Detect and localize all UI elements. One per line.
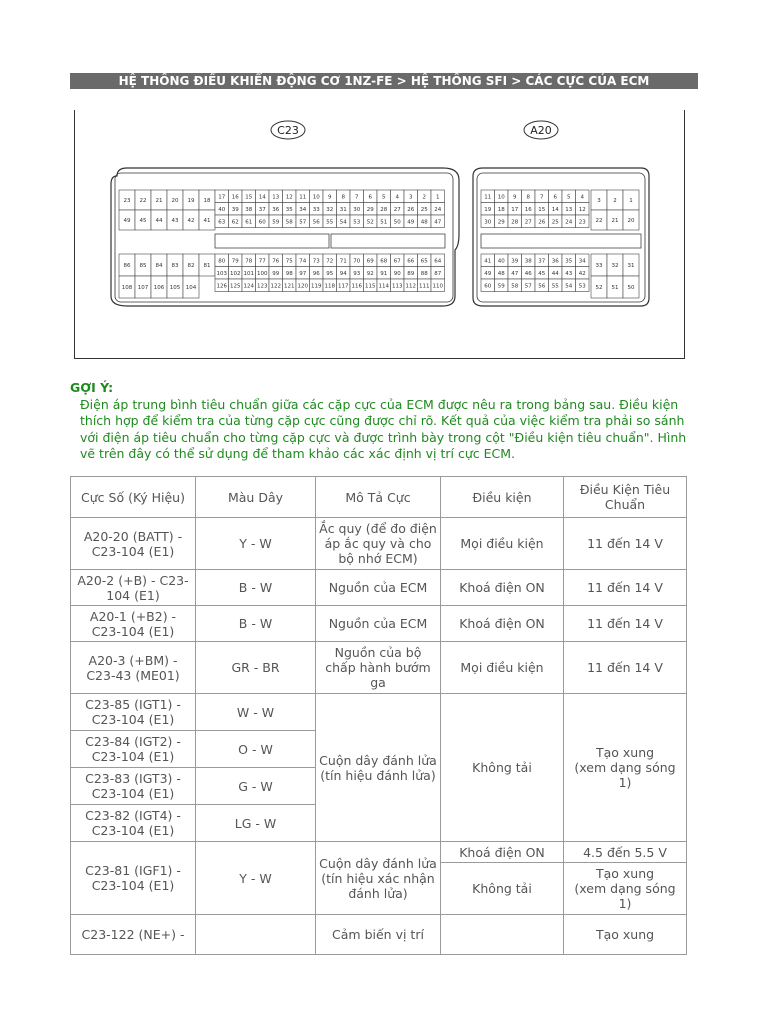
pin-number: 28 — [380, 206, 388, 213]
pin-number: 61 — [245, 219, 253, 226]
pin-number: 32 — [326, 206, 334, 213]
pin-number: 82 — [187, 263, 195, 269]
pin-number: 12 — [285, 194, 293, 201]
pin-number: 23 — [578, 219, 586, 226]
pin-number: 96 — [312, 270, 320, 277]
cell-cond — [441, 915, 564, 955]
pin-number: 99 — [272, 270, 280, 277]
pin-number: 69 — [366, 258, 374, 265]
pin-number: 86 — [123, 263, 131, 269]
cell-std: Tạo xung — [564, 915, 687, 955]
pin-number: 47 — [434, 219, 442, 226]
cell-std-ignition — [564, 694, 687, 842]
pin-number: 91 — [380, 270, 388, 277]
pin-number: 29 — [366, 206, 374, 213]
connector-c23-label: C23 — [277, 124, 299, 137]
pin-number: 22 — [595, 218, 603, 224]
pin-number: 54 — [565, 283, 573, 290]
pin-number: 77 — [258, 258, 266, 265]
pin-number: 43 — [565, 270, 573, 277]
pin-number: 18 — [203, 198, 211, 204]
desc-line: Cuộn dây đánh lửa — [319, 752, 437, 768]
pin-number: 23 — [123, 198, 131, 204]
std-line: Tạo xung — [595, 745, 655, 760]
cell-std: 11 đến 14 V — [564, 570, 687, 606]
pin-number: 7 — [355, 194, 359, 201]
pin-number: 53 — [578, 283, 586, 290]
pin-number: 13 — [272, 194, 280, 201]
header-description: Mô Tả Cực — [316, 477, 441, 518]
pin-number: 39 — [231, 206, 239, 213]
pin-number: 21 — [611, 218, 619, 224]
pin-number: 50 — [393, 219, 401, 226]
pin-number: 25 — [420, 206, 428, 213]
pin-number: 89 — [407, 270, 415, 277]
pin-number: 35 — [565, 258, 573, 265]
pin-number: 68 — [380, 258, 388, 265]
table-row — [71, 842, 687, 863]
pin-number: 35 — [285, 206, 293, 213]
pin-number: 26 — [538, 219, 546, 226]
pin-number: 21 — [155, 198, 163, 204]
pin-number: 49 — [407, 219, 415, 226]
table-row — [71, 915, 687, 955]
pin-number: 8 — [526, 194, 530, 201]
cell-std: 11 đến 14 V — [564, 518, 687, 570]
pin-number: 116 — [351, 283, 362, 290]
std-line: Tạo xung — [595, 866, 655, 881]
cell-terminal: C23-122 (NE+) - — [71, 915, 196, 955]
pin-number: 53 — [353, 219, 361, 226]
pin-number: 44 — [551, 270, 559, 277]
pin-number: 106 — [153, 285, 165, 291]
pin-number: 54 — [339, 219, 347, 226]
std-line: (xem dạng sóng 1) — [574, 760, 676, 790]
pin-number: 27 — [524, 219, 532, 226]
pin-number: 55 — [326, 219, 334, 226]
pin-number: 28 — [511, 219, 519, 226]
pin-number: 1 — [436, 194, 440, 201]
pin-number: 58 — [511, 283, 519, 290]
connector-a20-label: A20 — [530, 124, 552, 137]
pin-number: 22 — [139, 198, 147, 204]
pin-number: 38 — [245, 206, 253, 213]
pin-number: 55 — [551, 283, 559, 290]
cell-desc: Cảm biến vị trí — [316, 915, 441, 955]
pin-number: 3 — [409, 194, 413, 201]
pin-number: 4 — [580, 194, 584, 201]
connector-key — [215, 234, 329, 248]
hint-note — [70, 380, 700, 463]
cell-wire: O - W — [196, 731, 316, 768]
pin-number: 34 — [299, 206, 307, 213]
cell-terminal: C23-83 (IGT3) - C23-104 (E1) — [71, 768, 196, 805]
pin-number: 79 — [231, 258, 239, 265]
pin-number: 93 — [353, 270, 361, 277]
cell-wire: Y - W — [196, 842, 316, 915]
pin-number: 24 — [434, 206, 442, 213]
pin-number: 19 — [484, 206, 492, 213]
cell-std: 11 đến 14 V — [564, 606, 687, 642]
pin-number: 11 — [299, 194, 307, 201]
pin-number: 20 — [627, 218, 635, 224]
pin-number: 37 — [258, 206, 266, 213]
cell-desc: Ắc quy (để đo điện áp ắc quy và cho bộ nhớ ECM) — [316, 518, 441, 570]
pin-number: 52 — [366, 219, 374, 226]
pin-number: 31 — [627, 263, 635, 269]
cell-std: 11 đến 14 V — [564, 642, 687, 694]
cell-std — [564, 863, 687, 915]
pin-number: 48 — [420, 219, 428, 226]
pin-number: 66 — [407, 258, 415, 265]
std-line: (xem dạng sóng 1) — [574, 881, 676, 911]
cell-cond: Không tải — [441, 863, 564, 915]
pin-number: 40 — [218, 206, 226, 213]
pin-number: 41 — [484, 258, 492, 265]
table-row — [71, 694, 687, 731]
pin-number: 3 — [597, 198, 601, 204]
pin-number: 74 — [299, 258, 307, 265]
pin-number: 37 — [538, 258, 546, 265]
pin-number: 14 — [258, 194, 266, 201]
pin-number: 87 — [434, 270, 442, 277]
pin-number: 52 — [595, 285, 603, 291]
pin-number: 24 — [565, 219, 573, 226]
pin-number: 20 — [171, 198, 179, 204]
pin-number: 76 — [272, 258, 280, 265]
cell-cond: Mọi điều kiện — [441, 642, 564, 694]
pin-number: 117 — [338, 283, 349, 290]
table-row — [71, 570, 687, 606]
pin-number: 12 — [578, 206, 586, 213]
pin-number: 11 — [484, 194, 492, 201]
cell-cond: Khoá điện ON — [441, 570, 564, 606]
desc-line: Cuộn dây đánh lửa — [319, 855, 437, 871]
ecm-terminal-table — [70, 476, 687, 955]
pin-number: 49 — [484, 270, 492, 277]
pin-number: 81 — [203, 263, 211, 269]
pin-number: 40 — [497, 258, 505, 265]
pin-number: 25 — [551, 219, 559, 226]
header-terminal: Cực Số (Ký Hiệu) — [71, 477, 196, 518]
pin-number: 104 — [185, 285, 197, 291]
pin-number: 111 — [419, 283, 430, 290]
pin-number: 63 — [218, 219, 226, 226]
pin-number: 80 — [218, 258, 226, 265]
table-header-row — [71, 477, 687, 518]
pin-number: 2 — [422, 194, 426, 201]
pin-number: 95 — [326, 270, 334, 277]
pin-number: 10 — [497, 194, 505, 201]
pin-number: 1 — [629, 198, 633, 204]
pin-number: 5 — [382, 194, 386, 201]
connector-drawing — [75, 110, 684, 358]
pin-number: 98 — [285, 270, 293, 277]
cell-cond-ignition: Không tải — [441, 694, 564, 842]
pin-number: 33 — [595, 263, 603, 269]
pin-number: 19 — [187, 198, 195, 204]
pin-number: 6 — [553, 194, 557, 201]
pin-number: 108 — [121, 285, 133, 291]
cell-terminal: C23-84 (IGT2) - C23-104 (E1) — [71, 731, 196, 768]
pin-number: 83 — [171, 263, 179, 269]
note-body: Điện áp trung bình tiêu chuẩn giữa các cặp cực của ECM được nêu ra trong bảng sau. Điều kiện thích hợp để kiểm tra của từng cặp cực cũng được chỉ rõ. Kết quả của việc kiểm tra phải so sánh với điện áp tiêu chuẩn cho từng cặp cực và được trình bày trong cột "Điều kiện tiêu chuẩn". Hình vẽ trên đây có thể sử dụng để tham khảo các xác định vị trí cực ECM. — [80, 396, 687, 461]
cell-terminal: C23-85 (IGT1) - C23-104 (E1) — [71, 694, 196, 731]
pin-number: 122 — [270, 283, 281, 290]
pin-number: 56 — [538, 283, 546, 290]
pin-number: 72 — [326, 258, 334, 265]
pin-number: 88 — [420, 270, 428, 277]
pin-number: 92 — [366, 270, 374, 277]
pin-number: 119 — [311, 283, 322, 290]
cell-desc-igf — [316, 842, 441, 915]
note-title: GỢI Ý: — [70, 380, 114, 395]
cell-terminal: C23-81 (IGF1) - C23-104 (E1) — [71, 842, 196, 915]
page-title: HỆ THỐNG ĐIỀU KHIỂN ĐỘNG CƠ 1NZ-FE > HỆ THỐNG SFI > CÁC CỰC CỦA ECM — [70, 73, 698, 89]
pin-number: 13 — [565, 206, 573, 213]
pin-number: 42 — [578, 270, 586, 277]
pin-number: 30 — [484, 219, 492, 226]
pin-number: 36 — [272, 206, 280, 213]
pin-number: 64 — [434, 258, 442, 265]
pin-number: 27 — [393, 206, 401, 213]
cell-wire: B - W — [196, 570, 316, 606]
pin-number: 45 — [538, 270, 546, 277]
pin-number: 15 — [538, 206, 546, 213]
pin-number: 45 — [139, 218, 147, 224]
pin-number: 59 — [497, 283, 505, 290]
pin-number: 43 — [171, 218, 179, 224]
pin-number: 10 — [312, 194, 320, 201]
pin-number: 47 — [511, 270, 519, 277]
pin-number: 60 — [484, 283, 492, 290]
cell-std: 4.5 đến 5.5 V — [564, 842, 687, 863]
cell-wire: W - W — [196, 694, 316, 731]
cell-wire: LG - W — [196, 805, 316, 842]
cell-cond: Khoá điện ON — [441, 842, 564, 863]
pin-number: 4 — [395, 194, 399, 201]
pin-number: 90 — [393, 270, 401, 277]
desc-line: (tín hiệu đánh lửa) — [320, 767, 436, 783]
cell-terminal: C23-82 (IGT4) - C23-104 (E1) — [71, 805, 196, 842]
pin-number: 29 — [497, 219, 505, 226]
connector-key — [331, 234, 445, 248]
header-wire-color: Màu Dây — [196, 477, 316, 518]
pin-number: 105 — [169, 285, 181, 291]
pin-number: 85 — [139, 263, 147, 269]
pin-number: 38 — [524, 258, 532, 265]
pin-number: 51 — [611, 285, 619, 291]
pin-number: 75 — [285, 258, 293, 265]
pin-number: 78 — [245, 258, 253, 265]
pin-number: 94 — [339, 270, 347, 277]
ecm-connector-diagram — [74, 110, 685, 359]
table-row — [71, 642, 687, 694]
header-condition: Điều kiện — [441, 477, 564, 518]
pin-number: 9 — [328, 194, 332, 201]
cell-wire: G - W — [196, 768, 316, 805]
table-row — [71, 518, 687, 570]
table-row — [71, 606, 687, 642]
pin-number: 44 — [155, 218, 163, 224]
cell-terminal: A20-3 (+BM) - C23-43 (ME01) — [71, 642, 196, 694]
cell-desc: Nguồn của ECM — [316, 570, 441, 606]
pin-number: 17 — [218, 194, 226, 201]
pin-number: 58 — [285, 219, 293, 226]
pin-number: 8 — [341, 194, 345, 201]
pin-number: 34 — [578, 258, 586, 265]
pin-number: 100 — [257, 270, 268, 277]
cell-desc: Nguồn của bộ chấp hành bướm ga — [316, 642, 441, 694]
cell-desc: Nguồn của ECM — [316, 606, 441, 642]
pin-number: 97 — [299, 270, 307, 277]
connector-key — [481, 234, 641, 248]
pin-number: 124 — [243, 283, 254, 290]
pin-number: 15 — [245, 194, 253, 201]
pin-number: 125 — [230, 283, 241, 290]
pin-number: 32 — [611, 263, 619, 269]
pin-number: 49 — [123, 218, 131, 224]
pin-number: 59 — [272, 219, 280, 226]
pin-number: 2 — [613, 198, 617, 204]
cell-wire: Y - W — [196, 518, 316, 570]
pin-number: 42 — [187, 218, 195, 224]
pin-number: 107 — [137, 285, 149, 291]
pin-number: 71 — [339, 258, 347, 265]
pin-number: 18 — [497, 206, 505, 213]
pin-number: 65 — [420, 258, 428, 265]
pin-number: 70 — [353, 258, 361, 265]
pin-number: 62 — [231, 219, 239, 226]
desc-line: (tín hiệu xác nhận đánh lửa) — [321, 870, 435, 901]
pin-number: 102 — [230, 270, 241, 277]
pin-number: 33 — [312, 206, 320, 213]
pin-number: 39 — [511, 258, 519, 265]
pin-number: 103 — [216, 270, 227, 277]
pin-number: 16 — [231, 194, 239, 201]
pin-number: 121 — [284, 283, 295, 290]
cell-cond: Khoá điện ON — [441, 606, 564, 642]
cell-wire: B - W — [196, 606, 316, 642]
pin-number: 115 — [365, 283, 376, 290]
pin-number: 46 — [524, 270, 532, 277]
pin-number: 73 — [312, 258, 320, 265]
pin-number: 6 — [368, 194, 372, 201]
cell-terminal: A20-2 (+B) - C23-104 (E1) — [71, 570, 196, 606]
cell-terminal: A20-20 (BATT) - C23-104 (E1) — [71, 518, 196, 570]
pin-number: 57 — [524, 283, 532, 290]
pin-number: 60 — [258, 219, 266, 226]
pin-number: 113 — [392, 283, 403, 290]
cell-desc-ignition — [316, 694, 441, 842]
pin-number: 30 — [353, 206, 361, 213]
pin-number: 51 — [380, 219, 388, 226]
pin-number: 50 — [627, 285, 635, 291]
pin-number: 17 — [511, 206, 519, 213]
pin-number: 126 — [216, 283, 227, 290]
pin-number: 48 — [497, 270, 505, 277]
header-standard: Điều Kiện Tiêu Chuẩn — [564, 477, 687, 518]
cell-cond: Mọi điều kiện — [441, 518, 564, 570]
pin-number: 112 — [405, 283, 416, 290]
pin-number: 7 — [540, 194, 544, 201]
pin-number: 84 — [155, 263, 163, 269]
pin-number: 67 — [393, 258, 401, 265]
pin-number: 123 — [257, 283, 268, 290]
pin-number: 41 — [203, 218, 211, 224]
pin-number: 16 — [524, 206, 532, 213]
pin-number: 36 — [551, 258, 559, 265]
pin-number: 110 — [432, 283, 443, 290]
pin-number: 26 — [407, 206, 415, 213]
pin-number: 14 — [551, 206, 559, 213]
cell-terminal: A20-1 (+B2) - C23-104 (E1) — [71, 606, 196, 642]
pin-number: 9 — [513, 194, 517, 201]
pin-number: 101 — [243, 270, 254, 277]
pin-number: 5 — [567, 194, 571, 201]
cell-wire: GR - BR — [196, 642, 316, 694]
pin-number: 57 — [299, 219, 307, 226]
cell-wire — [196, 915, 316, 955]
pin-number: 56 — [312, 219, 320, 226]
pin-number: 114 — [378, 283, 389, 290]
pin-number: 118 — [324, 283, 335, 290]
pin-number: 31 — [339, 206, 347, 213]
pin-number: 120 — [297, 283, 308, 290]
